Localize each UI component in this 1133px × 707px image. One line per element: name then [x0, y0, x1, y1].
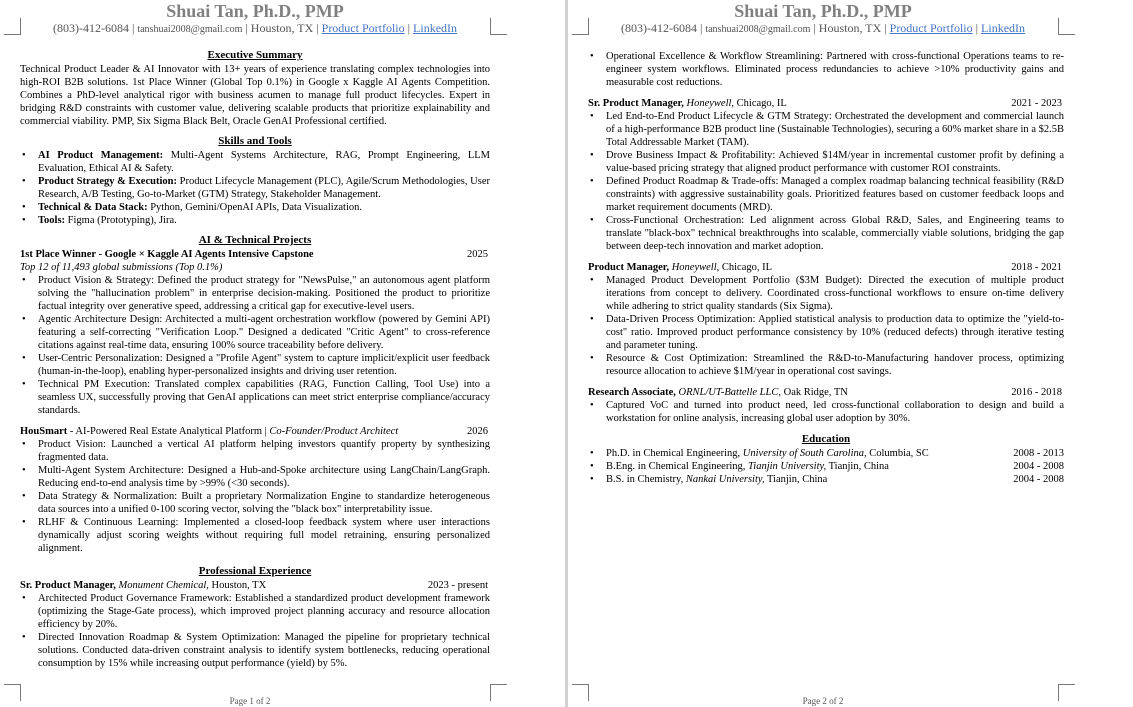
job-heading: Sr. Product Manager, Monument Chemical, Houston, TX 2023 - present: [20, 580, 488, 591]
list-item: • Managed Product Development Portfolio ($3M Budget): Directed the execution of multiple product iterations from concept to delivery. Coordinated cross-functional workflows to ensure on-time delivery while adhering to strict quality standards (Six Sigma).: [606, 274, 1064, 313]
list-item: • AI Product Management: Multi-Agent Systems Architecture, RAG, Prompt Engineering, LLM Evaluation, Ethical AI & Safety.: [38, 149, 490, 175]
section-title-education: Education: [801, 433, 851, 445]
list-item: • B.Eng. in Chemical Engineering, Tianjin University, Tianjin, China 2004 - 2008: [606, 460, 1064, 473]
email: tanshuai2008@gmail.com: [705, 24, 811, 35]
job-bullets: [588, 399, 1064, 425]
job-heading: Research Associate, ORNL/UT-Battelle LLC, Oak Ridge, TN 2016 - 2018: [588, 387, 1062, 398]
list-item: • Product Strategy & Execution: Product Lifecycle Management (PLC), Agile/Scrum Methodologies, User Research, A/B Testing, Go-to-Market (GTM) Strategy, Stakeholder Management.: [38, 175, 490, 201]
crop-mark: [572, 18, 589, 35]
list-item: • Architected Product Governance Framework: Established a standardized product development framework (optimizing the Stage-Gate process), which improved project planning accuracy and resource allocation efficiency by 20%.: [38, 592, 490, 631]
list-item: • Tools: Figma (Prototyping), Jira.: [38, 214, 490, 227]
page-1-body: [20, 49, 490, 670]
project-bullets: [20, 438, 490, 555]
job-bullets: [20, 592, 490, 670]
project-subtitle: Top 12 of 11,493 global submissions (Top 0.1%): [20, 262, 223, 273]
list-item: • Drove Business Impact & Profitability: Achieved $14M/year in incremental customer profit by defining a value-based pricing strategy that aligned product performance with customer ROI constraints.: [606, 149, 1064, 175]
list-item: • Captured VoC and turned into product need, led cross-functional collaboration to design and build a workstation for online analysis, increasing global user adoption by 30%.: [606, 399, 1064, 425]
phone: (803)-412-6084: [52, 21, 129, 35]
project-bullets: [20, 274, 490, 417]
list-item: • User-Centric Personalization: Designed a "Profile Agent" system to capture implicit/explicit user feedback (human-in-the-loop), enabling hyper-personalized insights and driving user retention.: [38, 352, 490, 378]
project-heading: 1st Place Winner - Google × Kaggle AI Agents Intensive Capstone 2025: [20, 249, 488, 260]
list-item: • Led End-to-End Product Lifecycle & GTM Strategy: Orchestrated the development and commercial launch of a high-performance B2B product line (Sustainable Technologies), securing a 60% market share in a $2.5B Total Addressable Market (TAM).: [606, 110, 1064, 149]
list-item: • Directed Innovation Roadmap & System Optimization: Managed the pipeline for proprietary technical solutions. Conducted data-driven constraint analysis to identify system bottlenecks, reducing operational consumption by 15% while increasing output performance (yield) by 5%.: [38, 631, 490, 670]
section-title-summary: Executive Summary: [207, 49, 303, 61]
job-bullets: [588, 50, 1064, 89]
section-title-projects: AI & Technical Projects: [198, 234, 312, 246]
phone: (803)-412-6084: [620, 21, 697, 35]
page-2-body: [588, 50, 1064, 486]
list-item: • Technical PM Execution: Translated complex capabilities (RAG, Function Calling, Tool Use) into a seamless UX, successfully proving that GenAI applications can meet strict enterprise compliance/accuracy standards.: [38, 378, 490, 417]
candidate-name: Shuai Tan, Ph.D., PMP: [734, 1, 912, 21]
list-item: • Operational Excellence & Workflow Streamlining: Partnered with cross-functional Operations teams to re-engineer system workflows. Eliminated process redundancies to achieve >10% productivity gains and measurable cost reductions.: [606, 50, 1064, 89]
list-item: • B.S. in Chemistry, Nankai University, Tianjin, China 2004 - 2008: [606, 473, 1064, 486]
location: Houston, TX: [818, 21, 882, 35]
resume-page-1: [0, 0, 565, 707]
education-list: [588, 447, 1064, 486]
candidate-name: Shuai Tan, Ph.D., PMP: [166, 1, 344, 21]
section-title-experience: Professional Experience: [198, 565, 312, 577]
section-title-skills: Skills and Tools: [218, 135, 292, 147]
list-item: • Cross-Functional Orchestration: Led alignment across Global R&D, Sales, and Engineering teams to translate "black-box" technical breakthroughs into scalable, commercially viable solutions, bridging the gap between deep-tech innovation and market adoption.: [606, 214, 1064, 253]
contact-line: (803)-412-6084 | tanshuai2008@gmail.com | Houston, TX | Product Portfolio | LinkedIn: [620, 21, 1026, 35]
summary-text: Technical Product Leader & AI Innovator with 13+ years of experience translating complex technologies into high-ROI B2B solutions. 1st Place Winner (Global Top 0.1%) in Google x Kaggle AI Agents Competition. Combines a PhD-level analytical rigor with business acumen to manage full product lifecycles. Expert in bridging R&D constraints with customer value, delivering scalable products that prioritize explainability and commercial viability. PMP, Six Sigma Black Belt, Oracle GenAI Professional certified.: [20, 64, 490, 127]
portfolio-link[interactable]: Product Portfolio: [321, 21, 405, 35]
linkedin-link[interactable]: LinkedIn: [981, 21, 1026, 35]
contact-line: (803)-412-6084 | tanshuai2008@gmail.com | Houston, TX | Product Portfolio | LinkedIn: [52, 21, 458, 35]
list-item: • Defined Product Roadmap & Trade-offs: Managed a complex roadmap balancing technical feasibility (R&D constraints) with aggressive sustainability goals. Prioritized features based on customer feedback loops and market requirement documents (MRD).: [606, 175, 1064, 214]
resume-page-2: [568, 0, 1133, 707]
list-item: • Multi-Agent System Architecture: Designed a Hub-and-Spoke architecture using LangChain/LangGraph. Reducing end-to-end analysis time by >99% (<30 seconds).: [38, 464, 490, 490]
list-item: • Resource & Cost Optimization: Streamlined the R&D-to-Manufacturing handover process, optimizing resource allocation to achieve $1M/year in operational cost savings.: [606, 352, 1064, 378]
page-number: Page 2 of 2: [802, 696, 844, 706]
list-item: • Product Vision: Launched a vertical AI platform helping investors quantify property by synthesizing fragmented data.: [38, 438, 490, 464]
list-item: • Agentic Architecture Design: Architected a multi-agent orchestration workflow (powered by Gemini API) featuring a self-correcting "Verification Loop." Designed a dedicated "Critic Agent" to cross-reference citations against real-time data, ensuring 100% source traceability before delivery.: [38, 313, 490, 352]
linkedin-link[interactable]: LinkedIn: [413, 21, 458, 35]
list-item: • Ph.D. in Chemical Engineering, University of South Carolina, Columbia, SC 2008 - 2013: [606, 447, 1064, 460]
portfolio-link[interactable]: Product Portfolio: [889, 21, 973, 35]
list-item: • RLHF & Continuous Learning: Implemented a closed-loop feedback system where user interactions dynamically adjust scoring weights without requiring full model retraining, ensuring personalized alignment.: [38, 516, 490, 555]
crop-mark: [1058, 18, 1075, 35]
job-heading: Product Manager, Honeywell, Chicago, IL 2018 - 2021: [588, 262, 1062, 273]
list-item: • Data-Driven Process Optimization: Applied statistical analysis to production data to optimize the "yield-to-cost" ratio. Improved product performance consistency by 10% (reduced defects) through iterative testing and parameter tuning.: [606, 313, 1064, 352]
location: Houston, TX: [250, 21, 314, 35]
job-heading: Sr. Product Manager, Honeywell, Chicago, IL 2021 - 2023: [588, 98, 1062, 109]
page-number: Page 1 of 2: [229, 696, 271, 706]
email: tanshuai2008@gmail.com: [137, 24, 243, 35]
project-heading: HouSmart - AI-Powered Real Estate Analytical Platform | Co-Founder/Product Architect 2026: [20, 426, 488, 437]
crop-mark: [4, 18, 21, 35]
job-bullets: [588, 110, 1064, 253]
list-item: • Product Vision & Strategy: Defined the product strategy for "NewsPulse," an autonomous agent platform solving the "hallucination problem" in enterprise decision-making. Positioned the product to prioritize factual integrity over generative speed, addressing a critical gap for executive-level users.: [38, 274, 490, 313]
list-item: • Data Strategy & Normalization: Built a proprietary Normalization Engine to standardize heterogeneous data sources into a unified 0-100 scoring vector, solving the "black box" interpretability issue.: [38, 490, 490, 516]
skills-list: [20, 149, 490, 227]
job-bullets: [588, 274, 1064, 378]
crop-mark: [490, 18, 507, 35]
list-item: • Technical & Data Stack: Python, Gemini/OpenAI APIs, Data Visualization.: [38, 201, 490, 214]
